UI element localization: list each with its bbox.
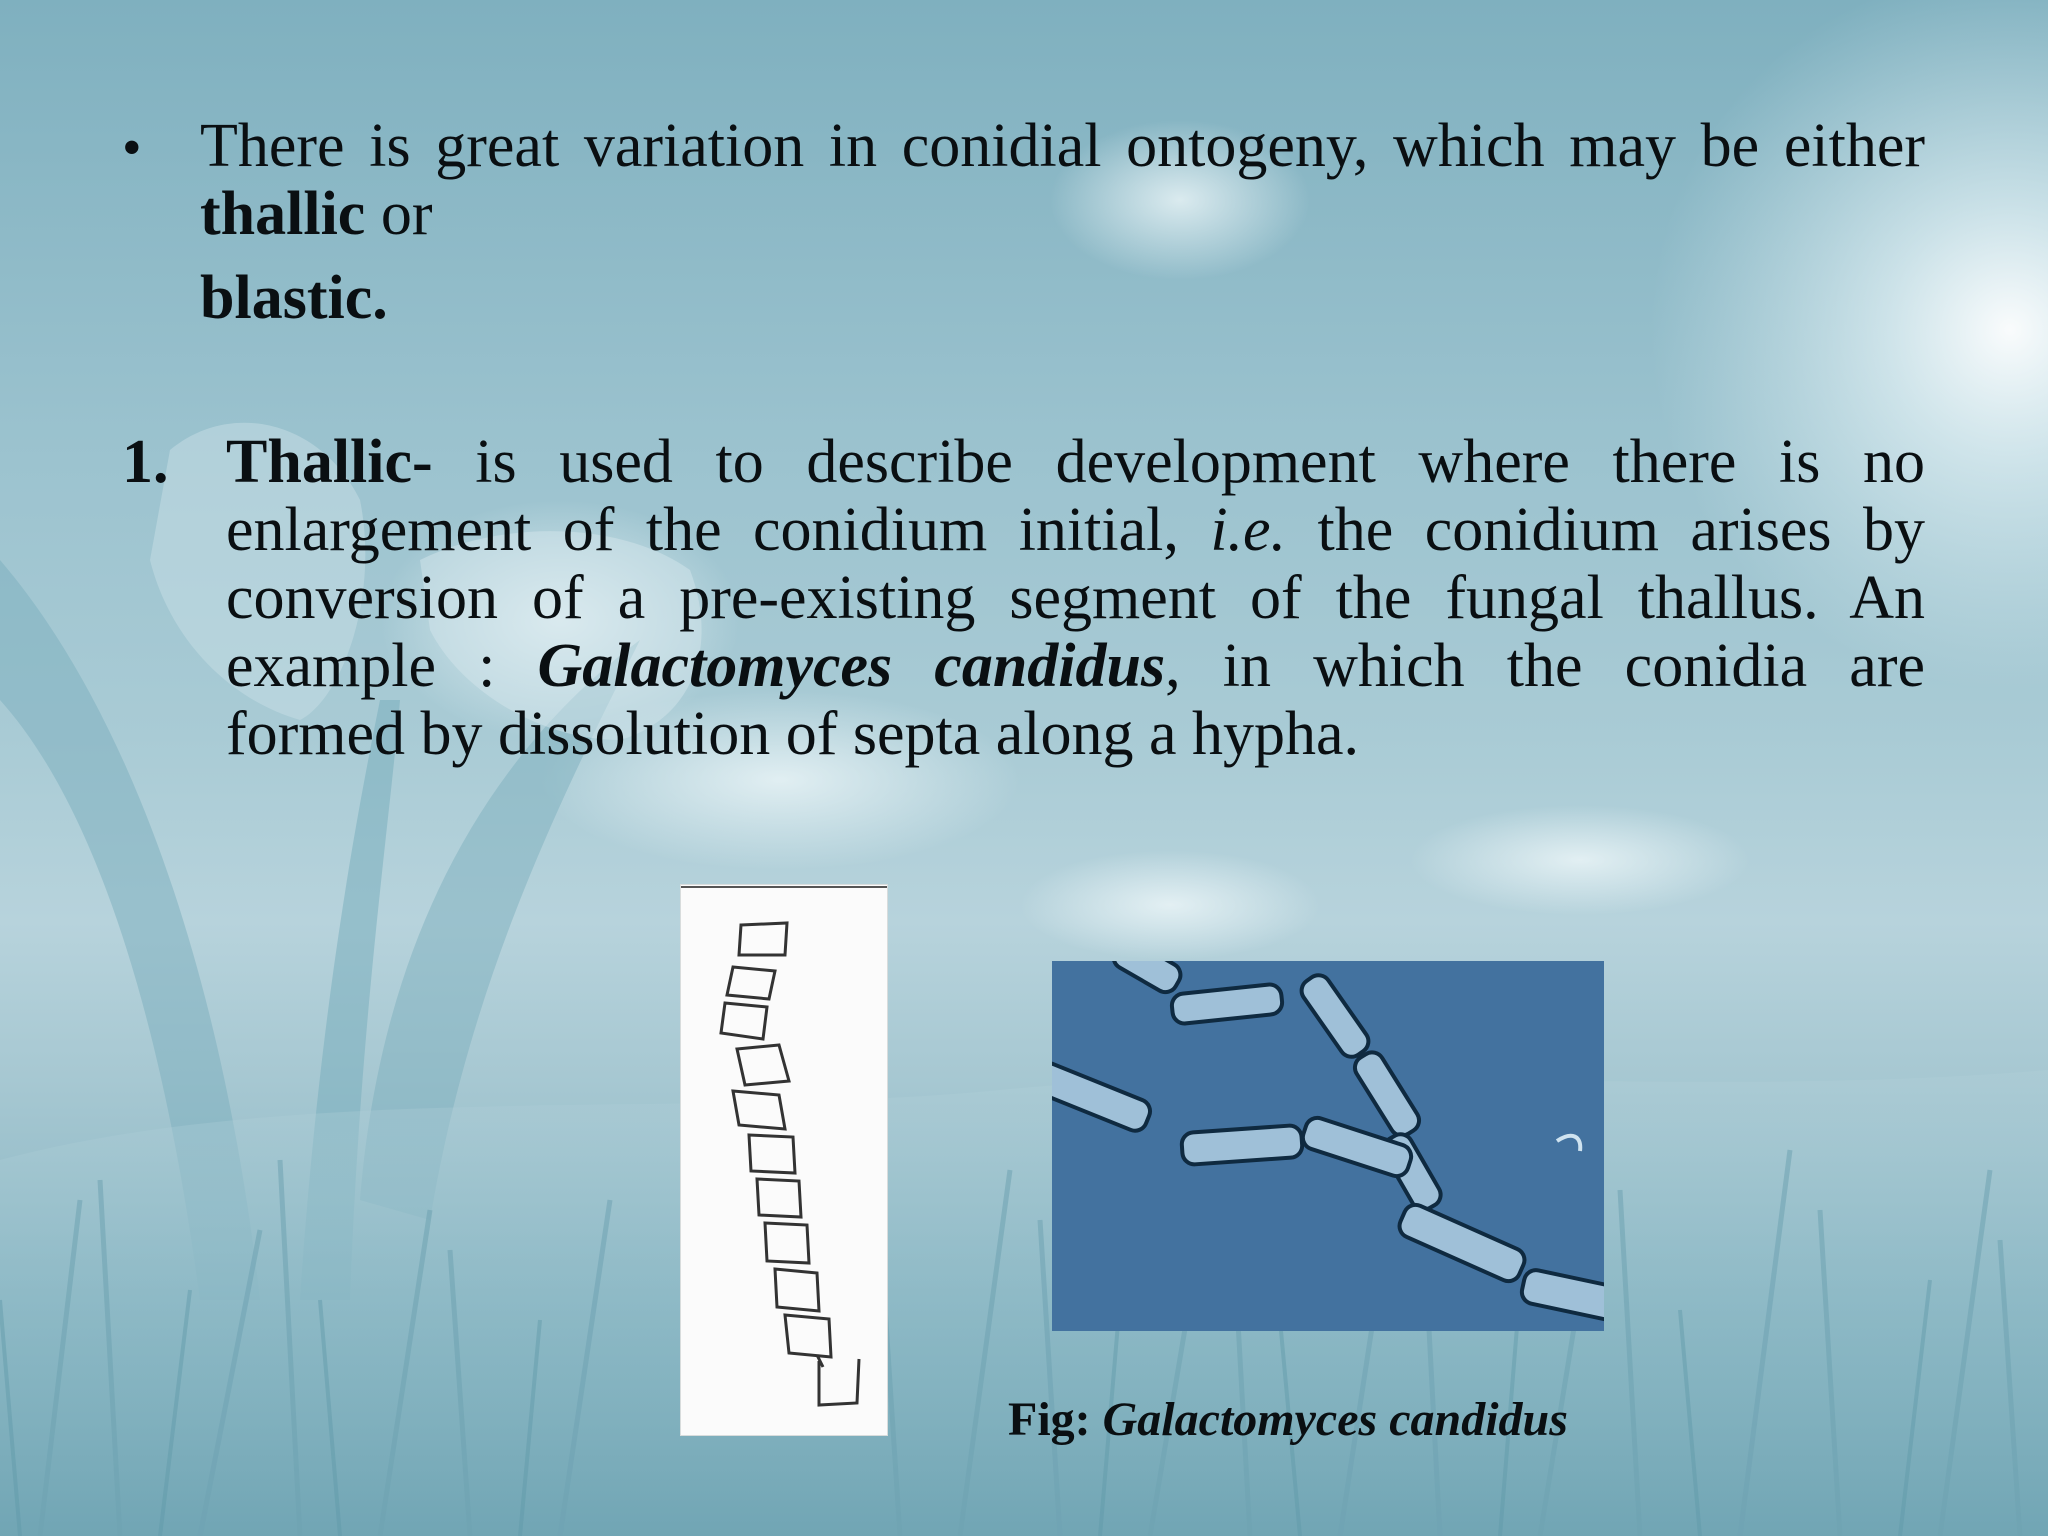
def-line-4 xyxy=(226,632,1925,700)
bullet-marker: • xyxy=(122,117,142,179)
def-line-1-rest: is used to describe development where there is no xyxy=(432,428,1925,496)
def-line-2 xyxy=(226,496,1925,564)
def-line-4-b: , in which the conidia are xyxy=(1165,632,1925,700)
term-thallic: thallic xyxy=(200,180,366,248)
conidia-drawing-image xyxy=(681,885,887,1435)
def-line-2-a: enlargement of the conidium initial, xyxy=(226,496,1211,564)
figure-caption xyxy=(1008,1392,1568,1448)
caption-species: Galactomyces candidus xyxy=(1102,1393,1568,1446)
def-line-4-a: example : xyxy=(226,632,538,700)
intro-paragraph xyxy=(200,112,1925,248)
list-number: 1. xyxy=(122,428,169,496)
caption-prefix: Fig: xyxy=(1008,1393,1103,1446)
micrograph-image xyxy=(1052,961,1604,1331)
abbrev-ie: i.e. xyxy=(1210,496,1287,564)
term-blastic: blastic. xyxy=(200,264,388,332)
intro-line-2 xyxy=(200,180,1925,248)
species-name: Galactomyces candidus xyxy=(537,632,1166,700)
intro-line-1: There is great variation in conidial ontogeny, which may be either xyxy=(200,112,1925,180)
intro-line-2-rest: or xyxy=(365,180,433,248)
hyphae-micrograph xyxy=(1052,961,1604,1331)
def-line-5: formed by dissolution of septa along a hypha. xyxy=(226,700,1360,768)
thallic-definition xyxy=(226,428,1925,768)
term-thallic-heading: Thallic- xyxy=(226,428,433,496)
def-line-2-b: the conidium arises by xyxy=(1286,496,1926,564)
conidia-chain-sketch xyxy=(681,885,887,1435)
def-line-3: conversion of a pre-existing segment of the fungal thallus. An xyxy=(226,564,1925,632)
def-line-1 xyxy=(226,428,1925,496)
